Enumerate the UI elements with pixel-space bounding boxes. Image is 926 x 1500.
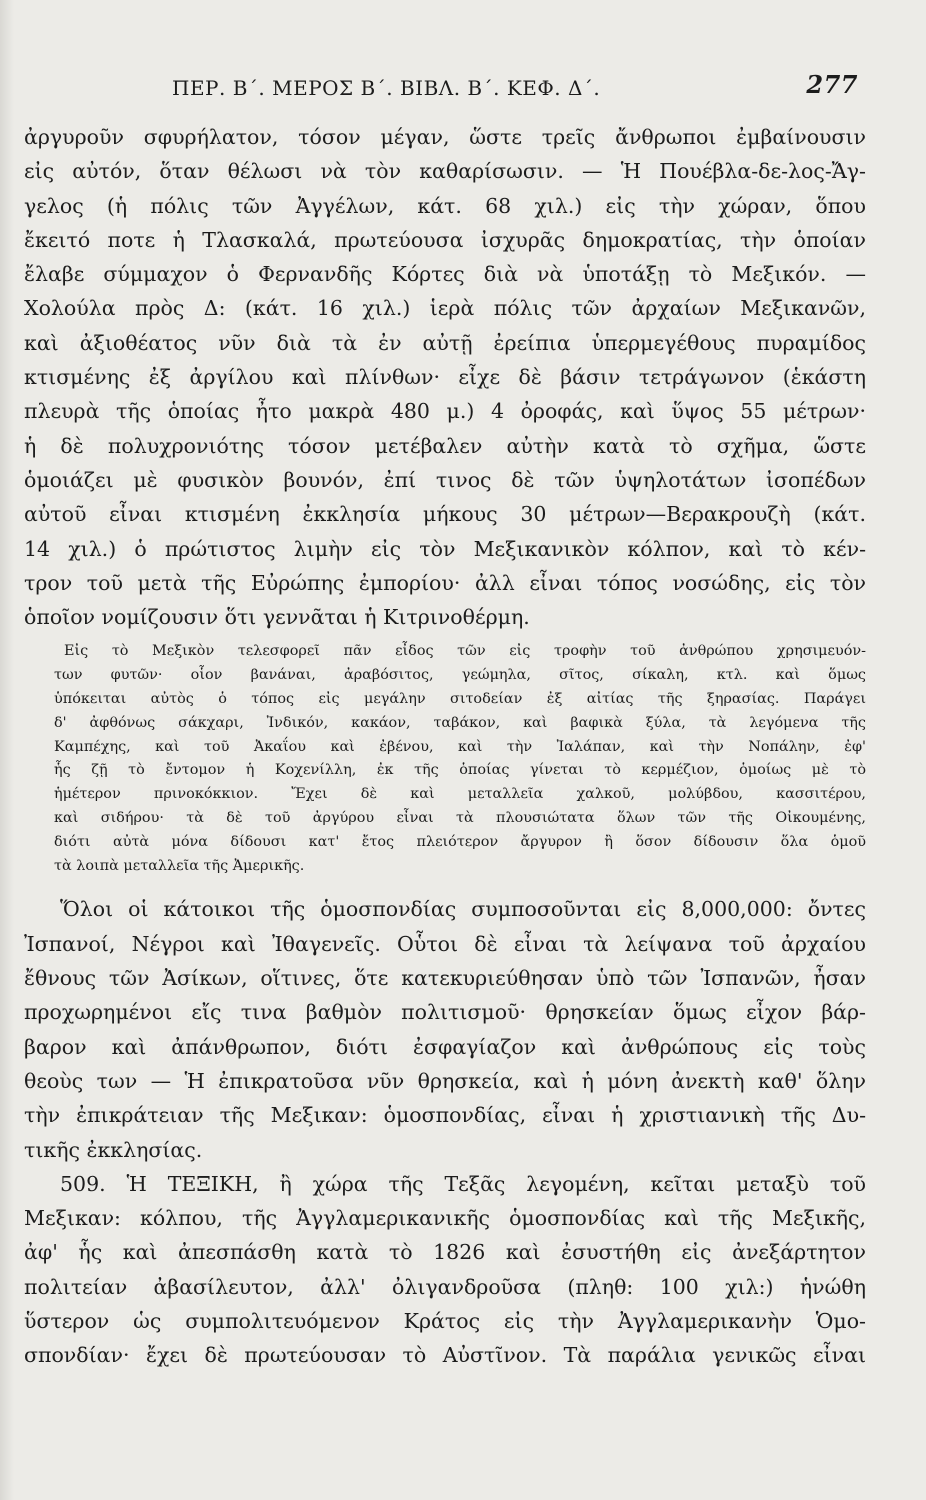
paragraph-mexico-cities: [24, 120, 866, 634]
text-line: θεοὺς των — Ἡ ἐπικρατοῦσα νῦν θρησκεία, καὶ ἡ μόνη ἀνεκτὴ καθ' ὅλην: [24, 1068, 866, 1093]
text-line: τὴν ἐπικράτειαν τῆς Μεξικαν: ὁμοσπονδίας, εἶναι ἡ χριστιανικὴ τῆς Δυ-: [24, 1103, 866, 1128]
text-line: προχωρημένοι εἴς τινα βαθμὸν πολιτισμοῦ· θρησκείαν ὅμως εἶχον βάρ-: [24, 1000, 866, 1025]
paragraph-population: [24, 892, 866, 1166]
note-line: Εἰς τὸ Μεξικὸν τελεσφορεῖ πᾶν εἶδος τῶν εἰς τροφὴν τοῦ ἀνθρώπου χρησιμευόν-: [64, 643, 866, 660]
text-line: Μεξικαν: κόλπου, τῆς Ἀγγλαμερικανικῆς ὁμοσπονδίας καὶ τῆς Μεξικῆς,: [24, 1206, 866, 1231]
note-line: δ' ἀφθόνως σάκχαρι, Ἰνδικόν, κακάον, ταβάκον, καὶ βαφικὰ ξύλα, τὰ λεγόμενα τῆς: [54, 714, 866, 731]
text-line: γελος (ἡ πόλις τῶν Ἀγγέλων, κάτ. 68 χιλ.) εἰς τὴν χώραν, ὅπου: [24, 193, 866, 218]
text-line: ἔθνους τῶν Ἀσίκων, οἵτινες, ὅτε κατεκυριεύθησαν ὑπὸ τῶν Ἰσπανῶν, ἦσαν: [24, 966, 866, 991]
note-line: τὰ λοιπὰ μεταλλεῖα τῆς Ἀμερικῆς.: [54, 857, 305, 874]
small-print-note: [24, 640, 866, 878]
text-line: ὕστερον ὡς συμπολιτευόμενον Κράτος εἰς τὴν Ἀγγλαμερικανὴν Ὁμο-: [24, 1308, 866, 1333]
text-line: κτισμένης ἐξ ἀργίλου καὶ πλίνθων· εἶχε δὲ βάσιν τετράγωνον (ἑκάστη: [24, 365, 866, 390]
note-line: ἡμέτερον πρινοκόκκιον. Ἔχει δὲ καὶ μεταλλεῖα χαλκοῦ, μολύβδου, κασσιτέρου,: [54, 786, 866, 803]
paragraph-texas: [24, 1167, 866, 1373]
page-header: [144, 70, 866, 110]
text-line: βαρον καὶ ἀπάνθρωπον, διότι ἐσφαγίαζον καὶ ἀνθρώπους εἰς τοὺς: [24, 1034, 866, 1059]
text-line: καὶ ἀξιοθέατος νῦν διὰ τὰ ἐν αὐτῇ ἐρείπια ὑπερμεγέθους πυραμίδος: [24, 330, 866, 355]
running-title: ΠΕΡ. Β΄. ΜΕΡΟΣ Β΄. ΒΙΒΛ. Β΄. ΚΕΦ. Δ΄.: [172, 76, 601, 100]
text-line: πολιτείαν ἀβασίλευτον, ἀλλ' ὀλιγανδροῦσα (πληθ: 100 χιλ:) ἡνώθη: [24, 1274, 866, 1299]
text-line: ἔκειτό ποτε ἡ Τλασκαλά, πρωτεύουσα ἰσχυρᾶς δημοκρατίας, τὴν ὁποίαν: [24, 227, 866, 252]
note-line: καὶ σιδήρου· τὰ δὲ τοῦ ἀργύρου εἶναι τὰ πλουσιώτατα ὅλων τῶν τῆς Οἰκουμένης,: [54, 810, 866, 827]
text-line: ἀργυροῦν σφυρήλατον, τόσον μέγαν, ὥστε τρεῖς ἄνθρωποι ἐμβαίνουσιν: [24, 125, 866, 149]
text-line: ὁποῖον νομίζουσιν ὅτι γεννᾶται ἡ Κιτρινοθέρμη.: [24, 605, 530, 630]
text-line: αὐτοῦ εἶναι κτισμένη ἐκκλησία μήκους 30 μέτρων—Βερακρουζὴ (κάτ.: [24, 502, 866, 527]
text-line: ἡ δὲ πολυχρονιότης τόσον μετέβαλεν αὐτὴν κατὰ τὸ σχῆμα, ὥστε: [24, 433, 866, 458]
note-line: διότι αὐτὰ μόνα δίδουσι κατ' ἔτος πλειότερον ἄργυρον ἢ ὅσον δίδουσιν ὅλα ὁμοῦ: [54, 833, 866, 850]
text-line: πλευρὰ τῆς ὁποίας ἦτο μακρὰ 480 μ.) 4 ὀροφάς, καὶ ὕψος 55 μέτρων·: [24, 399, 866, 424]
note-line: των φυτῶν· οἷον βανάναι, ἀραβόσιτος, γεώμηλα, σῖτος, σίκαλη, κτλ. καὶ ὅμως: [54, 667, 866, 684]
note-line: ἧς ζῇ τὸ ἔντομον ἡ Κοχενίλλη, ἐκ τῆς ὁποίας γίνεται τὸ κερμέζιον, ὁμοίως μὲ τὸ: [54, 762, 866, 779]
text-line: τικῆς ἐκκλησίας.: [24, 1137, 203, 1162]
note-line: ὑπόκειται αὐτὸς ὁ τόπος εἰς μεγάλην σιτοδείαν ἐξ αἰτίας τῆς ξηρασίας. Παράγει: [54, 691, 866, 708]
text-line: εἰς αὐτόν, ὅταν θέλωσι νὰ τὸν καθαρίσωσιν. — Ἡ Πουέβλα-δε-λος-Ἄγ-: [24, 159, 866, 184]
text-line: ἔλαβε σύμμαχον ὁ Φερνανδῆς Κόρτες διὰ νὰ ὑποτάξῃ τὸ Μεξικόν. —: [24, 262, 866, 287]
text-line: τρον τοῦ μετὰ τῆς Εὐρώπης ἐμπορίου· ἀλλ εἶναι τόπος νοσώδης, εἰς τὸν: [24, 570, 866, 595]
note-line: Καμπέχης, καὶ τοῦ Ἀκαΐου καὶ ἐβένου, καὶ τὴν Ἰαλάπαν, καὶ τὴν Νοπάλην, ἐφ': [54, 738, 866, 755]
text-line: ὁμοιάζει μὲ φυσικὸν βουνόν, ἐπί τινος δὲ τῶν ὑψηλοτάτων ἰσοπέδων: [24, 467, 866, 492]
text-line: Ὅλοι οἱ κάτοικοι τῆς ὁμοσπονδίας συμποσοῦνται εἰς 8,000,000: ὄντες: [60, 897, 866, 922]
text-line: ἀφ' ἧς καὶ ἀπεσπάσθη κατὰ τὸ 1826 καὶ ἐσυστήθη εἰς ἀνεξάρτητον: [24, 1240, 866, 1265]
text-line: Χολούλα πρὸς Δ: (κάτ. 16 χιλ.) ἱερὰ πόλις τῶν ἀρχαίων Μεξικανῶν,: [24, 296, 866, 321]
text-line: 14 χιλ.) ὁ πρώτιστος λιμὴν εἰς τὸν Μεξικανικὸν κόλπον, καὶ τὸ κέν-: [24, 536, 866, 561]
text-line: σπονδίαν· ἔχει δὲ πρωτεύουσαν τὸ Αὐστῖνον. Τὰ παράλια γενικῶς εἶναι: [24, 1343, 866, 1368]
section-509-heading-line: 509. Ἡ ΤΕΞΙΚΗ, ἢ χώρα τῆς Τεξᾶς λεγομένη, κεῖται μεταξὺ τοῦ: [60, 1171, 866, 1196]
spacer: [24, 878, 866, 892]
text-line: Ἰσπανοί, Νέγροι καὶ Ἰθαγενεῖς. Οὗτοι δὲ εἶναι τὰ λείψανα τοῦ ἀρχαίου: [24, 931, 866, 956]
page-number: 277: [806, 70, 858, 99]
